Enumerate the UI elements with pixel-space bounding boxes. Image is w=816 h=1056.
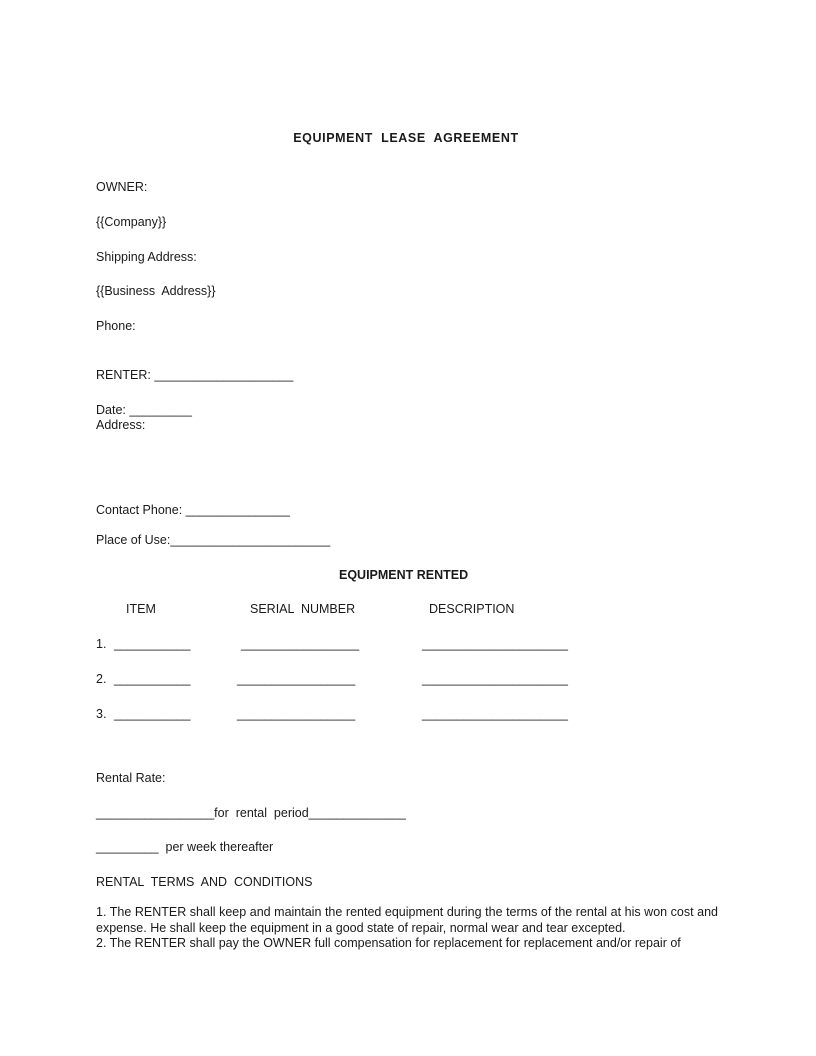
business-address-placeholder: {{Business Address}} <box>96 284 216 298</box>
row-number: 3. <box>96 707 107 721</box>
phone-label: Phone: <box>96 319 136 333</box>
company-placeholder: {{Company}} <box>96 215 167 229</box>
row-serial-blank: _________________ <box>241 637 360 651</box>
column-header-description: DESCRIPTION <box>429 602 515 616</box>
address-label: Address: <box>96 418 146 432</box>
row-description-blank: _____________________ <box>422 637 568 651</box>
date-field: Date: _________ <box>96 403 192 417</box>
row-item-blank: ___________ <box>114 637 191 651</box>
renter-field: RENTER: ____________________ <box>96 368 294 382</box>
row-number: 2. <box>96 672 107 686</box>
contact-phone-field: Contact Phone: _______________ <box>96 503 290 517</box>
row-serial-blank: _________________ <box>237 672 356 686</box>
owner-label: OWNER: <box>96 180 148 194</box>
rental-terms-heading: RENTAL TERMS AND CONDITIONS <box>96 875 313 889</box>
place-of-use-field: Place of Use:_______________________ <box>96 533 331 547</box>
column-header-item: ITEM <box>126 602 156 616</box>
row-description-blank: _____________________ <box>422 672 568 686</box>
per-week-field: _________ per week thereafter <box>96 840 274 854</box>
column-header-serial-number: SERIAL NUMBER <box>250 602 356 616</box>
rental-period-field: _________________for rental period______________ <box>96 806 407 820</box>
row-description-blank: _____________________ <box>422 707 568 721</box>
row-item-blank: ___________ <box>114 672 191 686</box>
row-number: 1. <box>96 637 107 651</box>
row-serial-blank: _________________ <box>237 707 356 721</box>
rental-rate-label: Rental Rate: <box>96 771 166 785</box>
terms-paragraph-2: 2. The RENTER shall pay the OWNER full compensation for replacement for replacement and/or repair of <box>96 936 681 950</box>
equipment-rented-heading: EQUIPMENT RENTED <box>339 568 469 582</box>
terms-paragraph-1: 1. The RENTER shall keep and maintain the rented equipment during the terms of the rental at his won cost and expense. He shall keep the equipment in a good state of repair, normal wear and tear excepted. <box>96 905 718 935</box>
row-item-blank: ___________ <box>114 707 191 721</box>
shipping-address-label: Shipping Address: <box>96 250 197 264</box>
document-title: EQUIPMENT LEASE AGREEMENT <box>293 131 519 145</box>
